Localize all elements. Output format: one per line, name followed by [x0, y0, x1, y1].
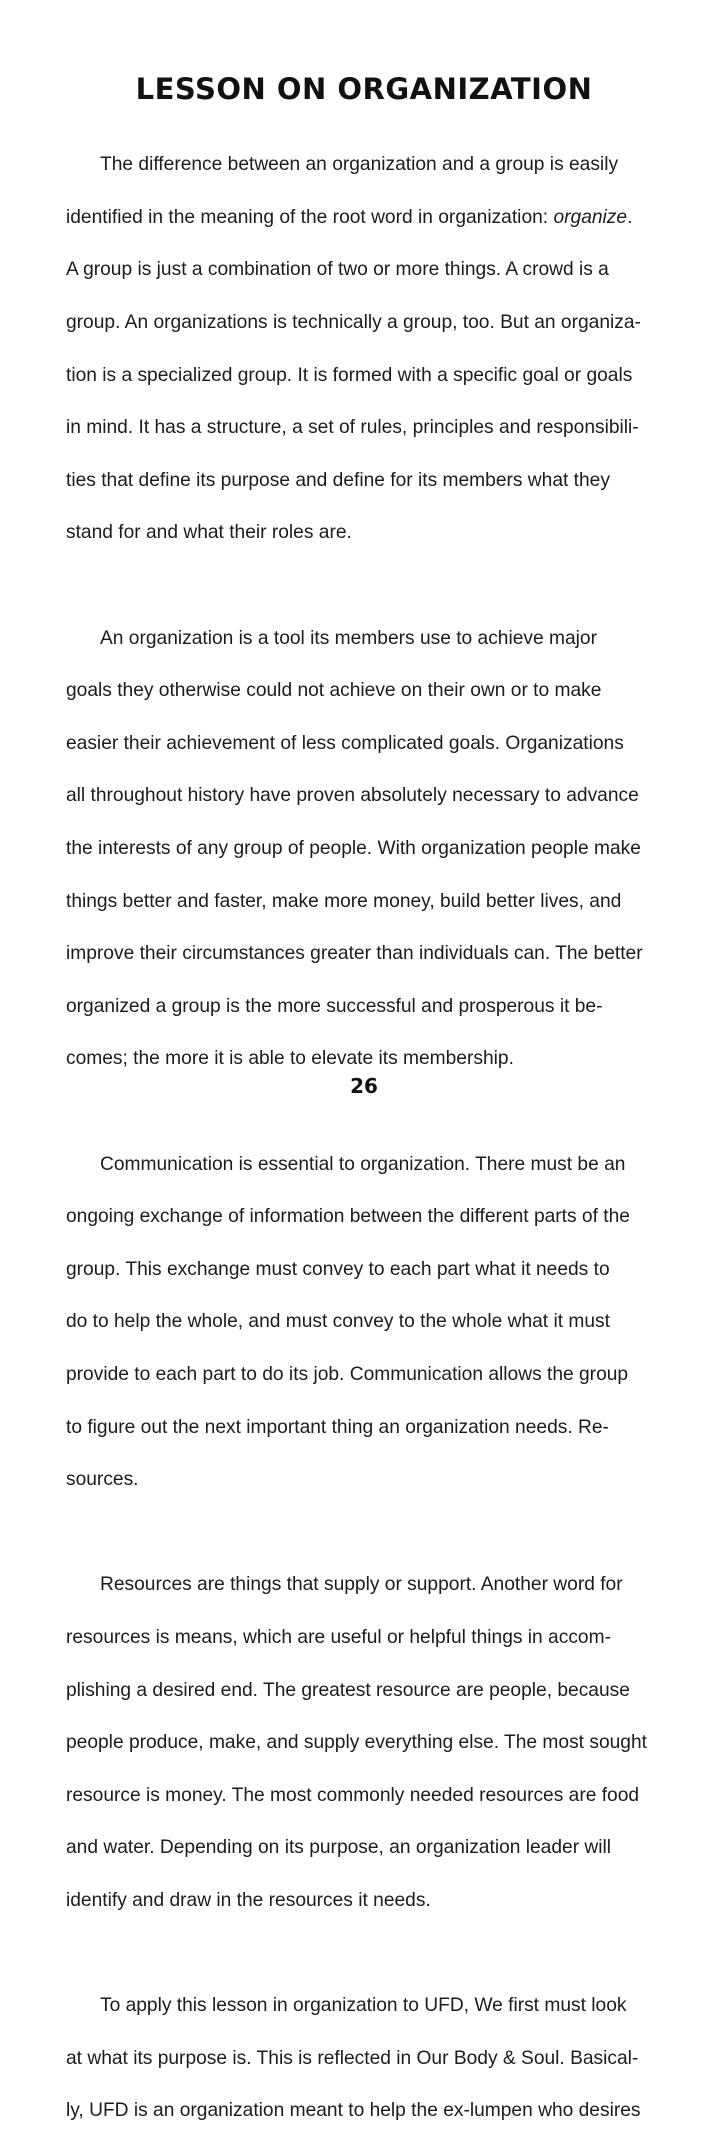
paragraph-line: stand for and what their roles are. — [66, 522, 352, 544]
paragraph-line: A group is just a combination of two or more things. A crowd is a — [66, 259, 609, 281]
body-text — [66, 126, 666, 2151]
paragraph-line: ongoing exchange of information between the different parts of the — [66, 1206, 630, 1228]
paragraph-line: at what its purpose is. This is reflected in Our Body & Soul. Basical- — [66, 2047, 639, 2069]
paragraph-2 — [66, 599, 666, 1099]
paragraph-line: in mind. It has a structure, a set of rules, principles and responsibili- — [66, 417, 639, 439]
paragraph-line: people produce, make, and supply everything else. The most sought — [66, 1732, 647, 1754]
paragraph-3 — [66, 1125, 666, 1519]
paragraph-line: plishing a desired end. The greatest resource are people, because — [66, 1679, 630, 1701]
paragraph-line: comes; the more it is able to elevate its membership. — [66, 1048, 514, 1070]
paragraph-line: sources. — [66, 1469, 139, 1491]
paragraph-line: and water. Depending on its purpose, an organization leader will — [66, 1837, 612, 1859]
paragraph-line: resource is money. The most commonly needed resources are food — [66, 1784, 640, 1806]
paragraph-line — [66, 205, 666, 231]
paragraph-5 — [66, 1967, 666, 2151]
paragraph-line: provide to each part to do its job. Communication allows the group — [66, 1363, 629, 1385]
page-number: 26 — [350, 1074, 378, 1098]
italic-word: organize — [553, 206, 628, 228]
paragraph-line: tion is a specialized group. It is formed with a specific goal or goals — [66, 364, 633, 386]
paragraph-line: improve their circumstances greater than individuals can. The better — [66, 943, 643, 965]
paragraph-line: ties that define its purpose and define for its members what they — [66, 469, 610, 491]
page-title: LESSON ON ORGANIZATION — [135, 72, 593, 106]
paragraph-line: To apply this lesson in organization to UFD, We first must look — [100, 1995, 627, 2017]
paragraph-line: do to help the whole, and must convey to the whole what it must — [66, 1311, 610, 1333]
paragraph-line: organized a group is the more successful and prosperous it be- — [66, 995, 603, 1017]
paragraph-line: The difference between an organization and a group is easily — [100, 154, 619, 176]
paragraph-line: the interests of any group of people. With organization people make — [66, 838, 641, 860]
paragraph-line: all throughout history have proven absolutely necessary to advance — [66, 785, 639, 807]
paragraph-line: to figure out the next important thing an organization needs. Re- — [66, 1416, 609, 1438]
italic-suffix: . — [627, 206, 633, 228]
paragraph-line: Resources are things that supply or support. Another word for — [100, 1574, 623, 1596]
paragraph-line: Communication is essential to organization. There must be an — [100, 1153, 626, 1175]
paragraph-line: group. This exchange must convey to each part what it needs to — [66, 1258, 610, 1280]
paragraph-line: An organization is a tool its members use to achieve major — [100, 627, 597, 649]
paragraph-line: ly, UFD is an organization meant to help the ex-lumpen who desires — [66, 2100, 641, 2122]
paragraph-line: things better and faster, make more money, build better lives, and — [66, 890, 622, 912]
paragraph-line: goals they otherwise could not achieve on their own or to make — [66, 680, 602, 702]
paragraph-line-text: identified in the meaning of the root word in organization: — [66, 206, 554, 228]
paragraph-line: resources is means, which are useful or helpful things in accom- — [66, 1626, 611, 1648]
paragraph-line: identify and draw in the resources it needs. — [66, 1889, 431, 1911]
paragraph-4 — [66, 1546, 666, 1940]
paragraph-1 — [66, 126, 666, 573]
paragraph-line: group. An organizations is technically a group, too. But an organiza- — [66, 312, 641, 334]
paragraph-line: easier their achievement of less complicated goals. Organizations — [66, 732, 624, 754]
